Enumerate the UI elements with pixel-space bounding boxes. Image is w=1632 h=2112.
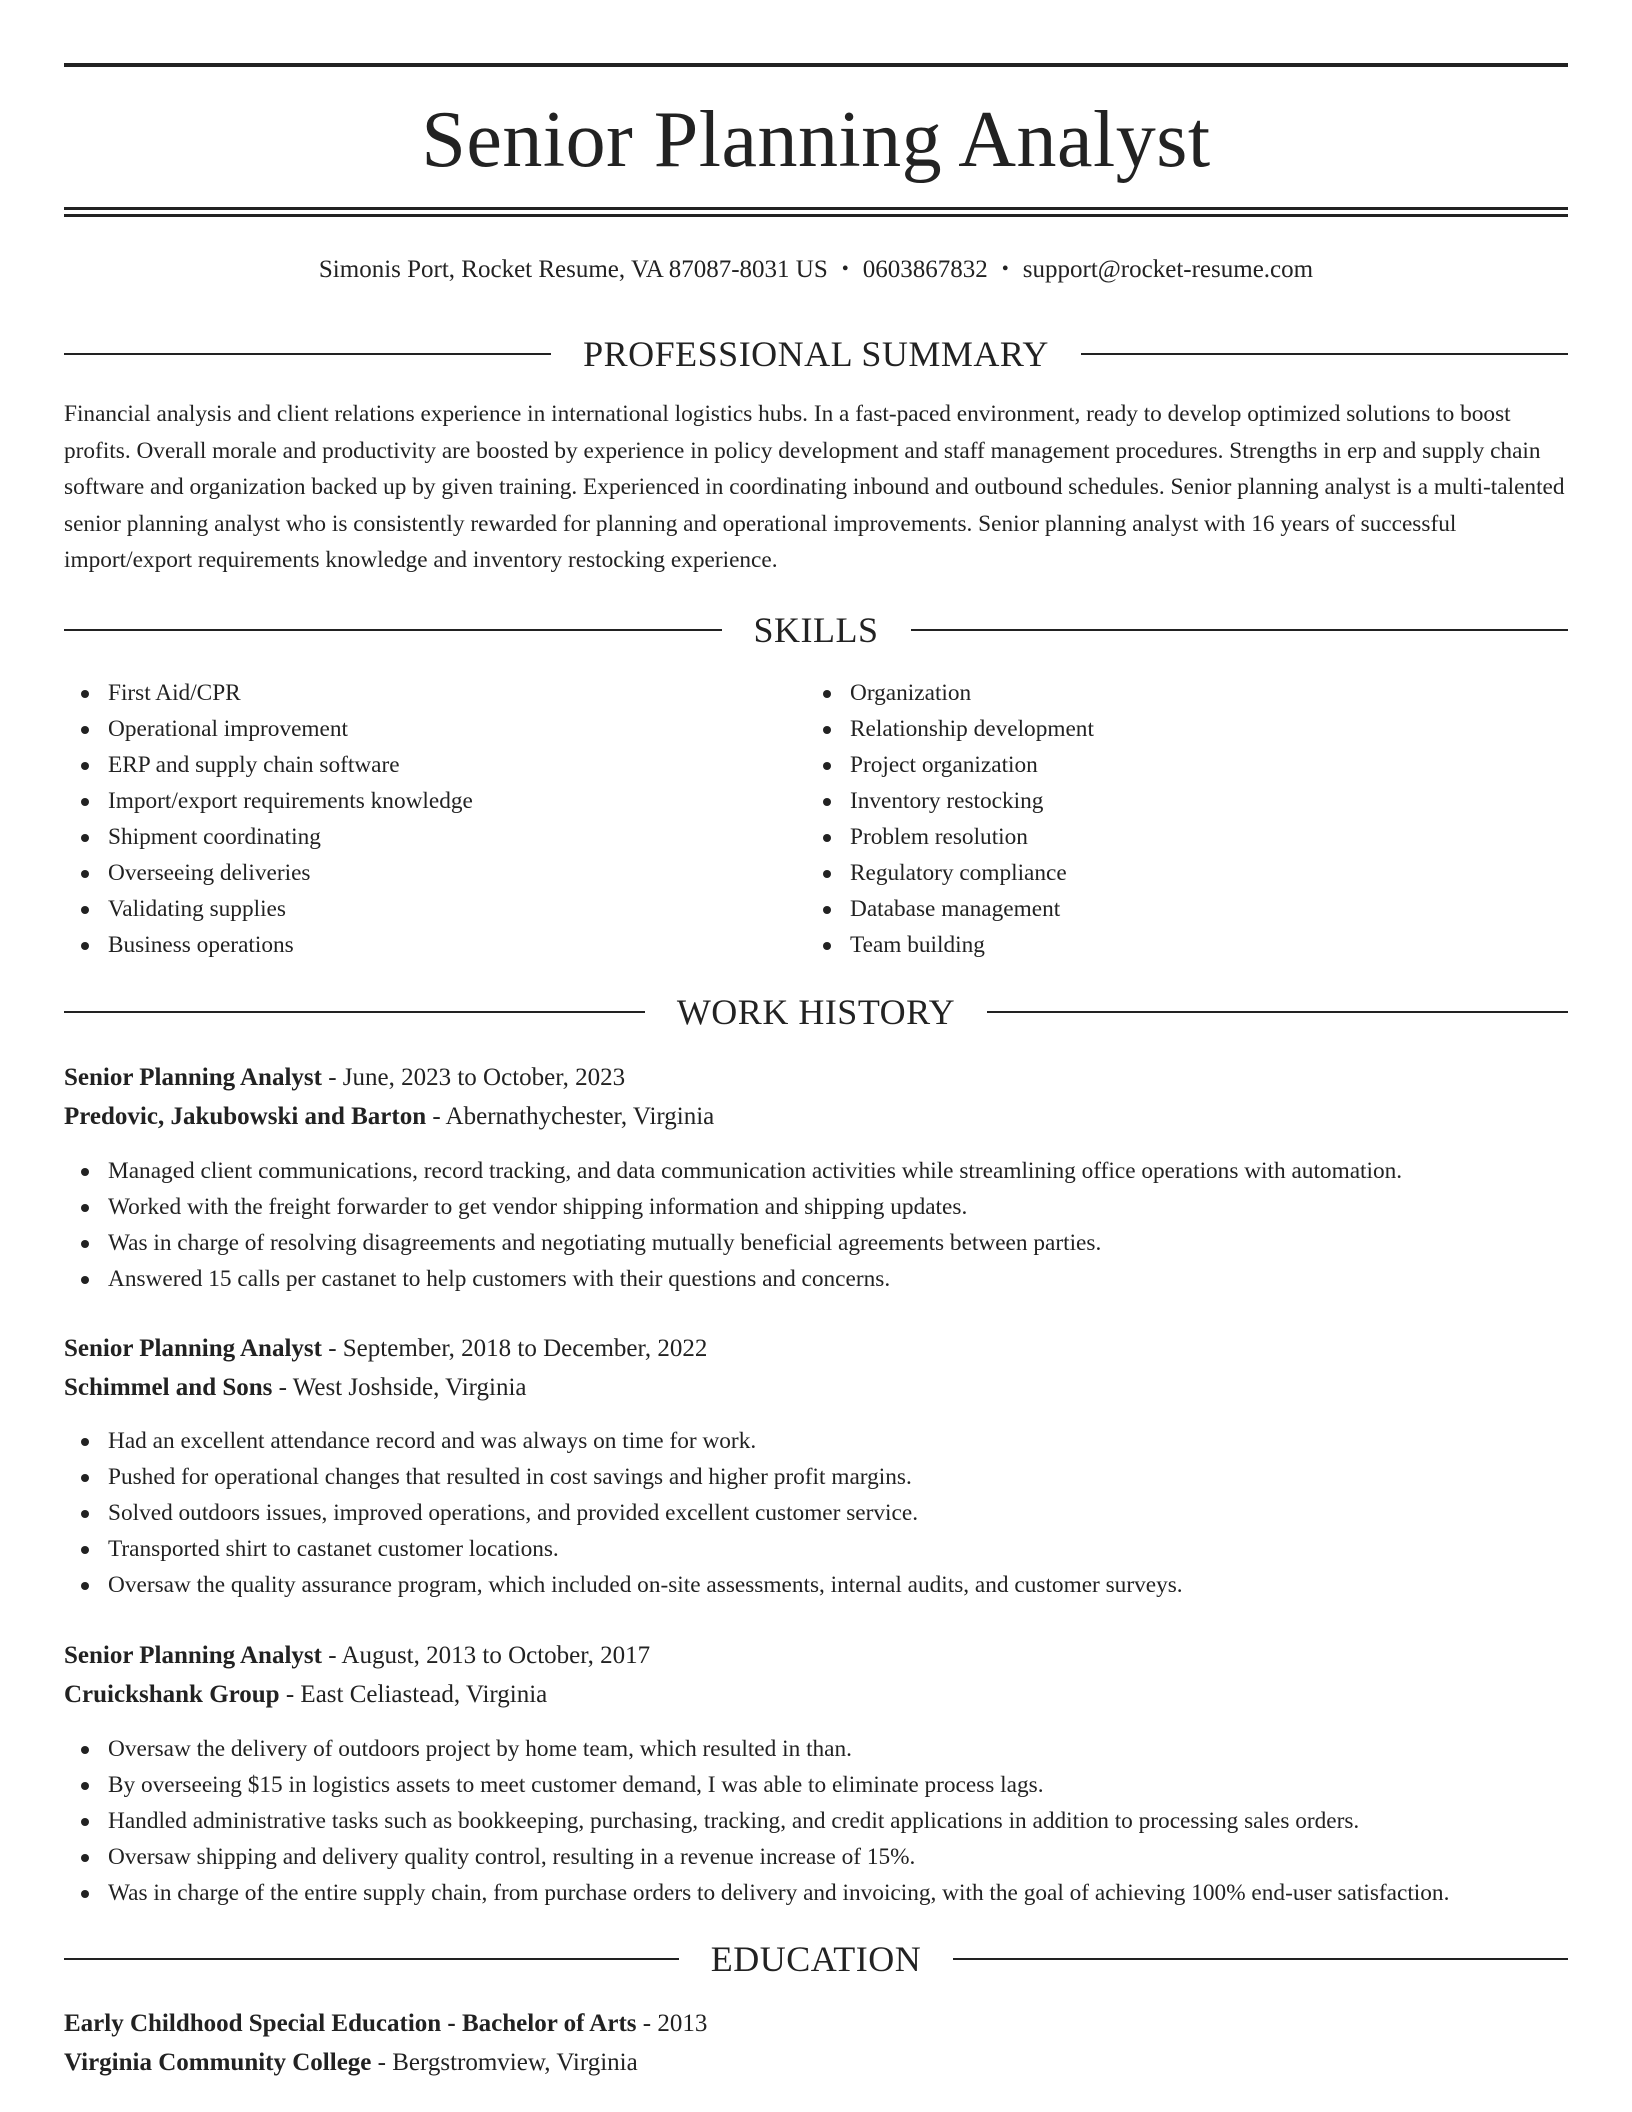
education-location: - Bergstromview, Virginia [371,2049,638,2076]
education-degree-line [64,2006,1568,2042]
section-heading-summary [64,332,1568,376]
section-heading-work-history [64,990,1568,1034]
skill-item: Validating supplies [64,891,764,927]
job-title-line [64,1638,1568,1674]
skill-item: Shipment coordinating [64,819,764,855]
heading-rule [64,353,551,355]
job-bullet-list [64,1153,1568,1297]
top-rule [64,63,1568,67]
job-bullet: Transported shirt to castanet customer locations. [64,1531,1568,1567]
job-dates: - June, 2023 to October, 2023 [321,1064,626,1091]
heading-rule [64,629,722,631]
job-bullet: Was in charge of the entire supply chain, from purchase orders to delivery and invoicing, with the goal of achieving 100% end-user satisfaction. [64,1875,1568,1911]
contact-email: support@rocket-resume.com [1022,256,1314,283]
job-bullet-list [64,1423,1568,1603]
job-bullet: Pushed for operational changes that resulted in cost savings and higher profit margins. [64,1459,1568,1495]
job-dates: - August, 2013 to October, 2017 [321,1642,651,1669]
skill-item: Project organization [806,747,1506,783]
skill-item: Regulatory compliance [806,855,1506,891]
skill-item: Operational improvement [64,711,764,747]
summary-text: Financial analysis and client relations experience in international logistics hubs. In a fast-paced environment, ready to develop optimized solutions to boost profits. Overall morale and productivity are boosted by experience in policy development and staff management procedures. Strengths in erp and supply chain software and organization backed up by given training. Experienced in coordinating inbound and outbound schedules. Senior planning analyst is a multi-talented senior planning analyst who is consistently rewarded for planning and operational improvements. Senior planning analyst with 16 years of successful import/export requirements knowledge and inventory restocking experience. [64,401,1565,573]
contact-line [64,253,1568,288]
job-bullet: Oversaw the delivery of outdoors project by home team, which resulted in than. [64,1731,1568,1767]
job-bullet: Solved outdoors issues, improved operations, and provided excellent customer service. [64,1495,1568,1531]
skill-item: Team building [806,927,1506,963]
skill-item: Problem resolution [806,819,1506,855]
job-bullet: Oversaw shipping and delivery quality control, resulting in a revenue increase of 15%. [64,1839,1568,1875]
job-location: - West Joshside, Virginia [272,1374,527,1401]
section-title: PROFESSIONAL SUMMARY [583,334,1049,374]
section-heading-education [64,1937,1568,1981]
heading-rule [911,629,1569,631]
skill-item: Database management [806,891,1506,927]
contact-phone: 0603867832 [862,256,988,283]
job-dates: - September, 2018 to December, 2022 [321,1335,708,1362]
section-title: WORK HISTORY [676,992,956,1032]
skill-item: First Aid/CPR [64,675,764,711]
contact-address: Simonis Port, Rocket Resume, VA 87087-8031 US [318,256,828,283]
section-title: SKILLS [753,610,879,650]
job-bullet: Handled administrative tasks such as bookkeeping, purchasing, tracking, and credit applications in addition to processing sales orders. [64,1803,1568,1839]
education-year: - 2013 [636,2010,708,2037]
skill-item: Inventory restocking [806,783,1506,819]
job-location: - East Celiastead, Virginia [279,1681,548,1708]
heading-rule [1081,353,1568,355]
job-company-line [64,1370,1568,1406]
page-title: Senior Planning Analyst [421,96,1211,184]
skill-item: Relationship development [806,711,1506,747]
job-company: Predovic, Jakubowski and Barton [64,1103,427,1130]
title-double-rule [64,207,1568,217]
job-company-line [64,1099,1568,1135]
job-bullet: Oversaw the quality assurance program, which included on-site assessments, internal audits, and customer surveys. [64,1567,1568,1603]
job-company: Cruickshank Group [64,1681,280,1708]
skill-item: Organization [806,675,1506,711]
skill-item: Business operations [64,927,764,963]
heading-rule [953,1958,1568,1960]
skill-item: ERP and supply chain software [64,747,764,783]
job-title: Senior Planning Analyst [64,1335,322,1362]
job-bullet: Worked with the freight forwarder to get vendor shipping information and shipping updates. [64,1189,1568,1225]
job-bullet: Answered 15 calls per castanet to help customers with their questions and concerns. [64,1261,1568,1297]
contact-separator: • [841,258,849,280]
job-location: - Abernathychester, Virginia [426,1103,715,1130]
job-company: Schimmel and Sons [64,1374,273,1401]
skills-list-right [806,675,1506,963]
section-title: EDUCATION [710,1939,922,1979]
job-bullet: Was in charge of resolving disagreements and negotiating mutually beneficial agreements between parties. [64,1225,1568,1261]
education-school-line [64,2045,1568,2081]
education-degree: Early Childhood Special Education - Bachelor of Arts [64,2010,637,2037]
job-bullet-list [64,1731,1568,1911]
job-title: Senior Planning Analyst [64,1642,322,1669]
heading-rule [987,1011,1568,1013]
education-school: Virginia Community College [64,2049,372,2076]
heading-rule [64,1011,645,1013]
section-heading-skills [64,608,1568,652]
job-title-line [64,1060,1568,1096]
contact-separator: • [1001,258,1009,280]
job-company-line [64,1677,1568,1713]
heading-rule [64,1958,679,1960]
skills-list-left [64,675,764,963]
job-bullet: Managed client communications, record tracking, and data communication activities while streamlining office operations with automation. [64,1153,1568,1189]
job-bullet: Had an excellent attendance record and was always on time for work. [64,1423,1568,1459]
job-title-line [64,1331,1568,1367]
job-title: Senior Planning Analyst [64,1064,322,1091]
job-bullet: By overseeing $15 in logistics assets to meet customer demand, I was able to eliminate process lags. [64,1767,1568,1803]
skill-item: Overseeing deliveries [64,855,764,891]
skill-item: Import/export requirements knowledge [64,783,764,819]
